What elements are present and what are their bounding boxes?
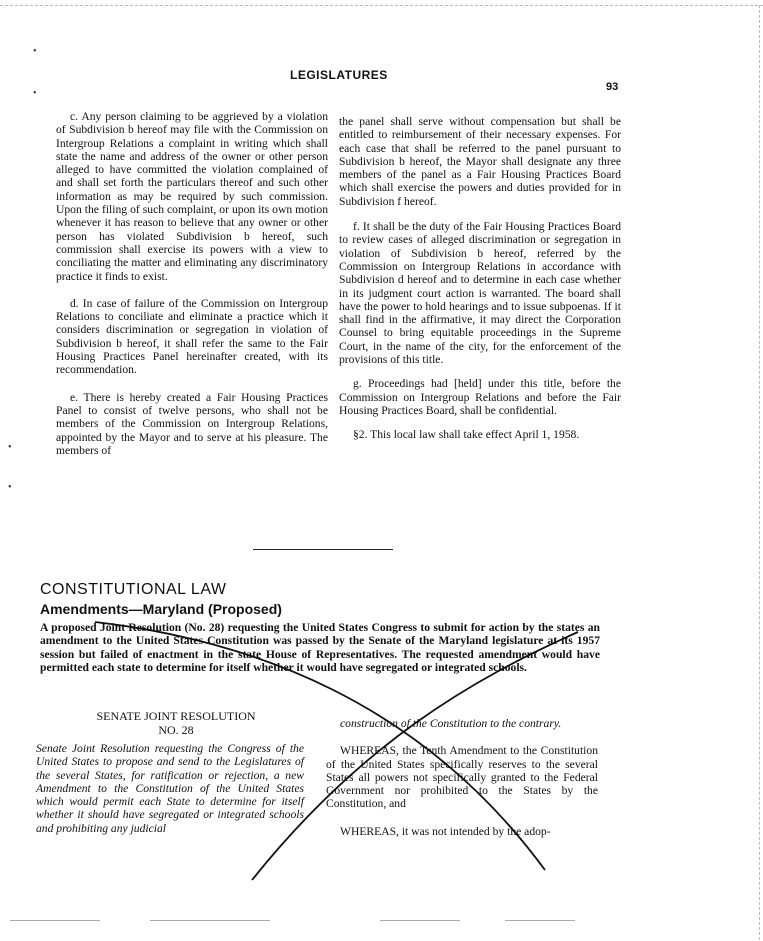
paragraph-f: f. It shall be the duty of the Fair Housing Practices Board to review cases of alleged discrimination or segregation in violation of Subdivision b hereof, referred by the Commission on Intergroup Relations in accordance with Subdivision d hereof and to determine in each case whether in its judgment court action is warranted. The board shall have the power to hold hearings and to issue subpoenas. If it shall find in the affirmative, it may direct the Corporation Counsel to bring equitable proceedings in the Supreme Court, in the name of the city, for the enforcement of the provisions of this title.	[339, 220, 621, 367]
paragraph-e-continued: the panel shall serve without compensation but shall be entitled to reimbursement of their necessary expenses. For each case that shall be referred to the panel pursuant to Subdivision b hereof, the Mayor shall designate any three members of the panel as a Fair Housing Practices Board which shall exercise the powers and duties provided for in Subdivision f hereof.	[339, 115, 621, 208]
whereas-1: WHEREAS, the Tenth Amendment to the Constitution of the United States specifically reserves to the several States all powers not specifically granted to the Federal Government nor prohibited to the States by the Constitution, and	[326, 744, 598, 811]
scan-mark: •	[8, 442, 12, 453]
section-divider	[253, 549, 393, 550]
scan-mark: •	[33, 88, 37, 99]
section-title: CONSTITUTIONAL LAW	[40, 581, 227, 598]
whereas-2: WHEREAS, it was not intended by the adop-	[340, 824, 551, 838]
scan-artifact-line	[150, 920, 270, 921]
running-title: LEGISLATURES	[290, 68, 388, 82]
section-intro: A proposed Joint Resolution (No. 28) requesting the United States Congress to submit for action by the states an amendment to the United States Constitution was passed by the Senate of the Maryland legislature at its 1957 session but failed of enactment in the state House of Representatives. The requested amendment would have permitted each state to determine for itself whether it would have segregated or integrated schools.	[40, 621, 600, 674]
paragraph-e: e. There is hereby created a Fair Housing Practices Panel to consist of twelve persons, who shall not be members of the Commission on Intergroup Relations, appointed by the Mayor and to serve at his pleasure. The members of	[56, 390, 328, 457]
scan-artifact-line	[10, 920, 100, 921]
scan-artifact-line	[380, 920, 460, 921]
section-2: §2. This local law shall take effect April 1, 1958.	[353, 428, 580, 442]
left-column	[56, 110, 328, 468]
resolution-heading	[82, 709, 270, 737]
scan-border-right	[759, 5, 760, 940]
scan-border-top	[0, 5, 763, 6]
resolution-caption: Senate Joint Resolution requesting the Congress of the United States to propose and send to the Legislatures of the several States, for ratification or rejection, a new Amendment to the Constitution of the United States which would permit each State to determine for itself whether it should have segregated or integrated schools and prohibiting any judicial	[36, 742, 304, 835]
resolution-heading-number: NO. 28	[158, 723, 194, 737]
scan-artifact-line	[505, 920, 575, 921]
resolution-caption-continued: construction of the Constitution to the contrary.	[340, 717, 562, 730]
paragraph-c: c. Any person claiming to be aggrieved by a violation of Subdivision b hereof may file with the Commission on Intergroup Relations a complaint in writing which shall state the name and address of the owner or other person alleged to have committed the violation complained of and shall set forth the particulars thereof and such other information as may be required by such commission. Upon the filing of such complaint, or upon its own motion whenever it has reason to believe that any owner or other person has violated Subdivision b hereof, such commission shall exercise its powers with a view to conciliating the matter and eliminating any discriminatory practice it finds to exist.	[56, 110, 328, 283]
page-number: 93	[606, 81, 619, 93]
right-column	[339, 115, 621, 453]
resolution-right-column	[326, 717, 598, 852]
resolution-heading-title: SENATE JOINT RESOLUTION	[96, 709, 256, 723]
scan-mark: •	[33, 46, 37, 57]
scan-mark: •	[8, 482, 12, 493]
paragraph-d: d. In case of failure of the Commission on Intergroup Relations to conciliate and eliminate a practice which it considers discrimination or segregation in violation of Subdivision b hereof, it shall refer the same to the Fair Housing Practices Panel hereinafter created, with its recommendation.	[56, 296, 328, 377]
paragraph-g: g. Proceedings had [held] under this title, before the Commission on Intergroup Relations and before the Fair Housing Practices Board, shall be confidential.	[339, 377, 621, 417]
section-subtitle: Amendments—Maryland (Proposed)	[40, 601, 282, 617]
